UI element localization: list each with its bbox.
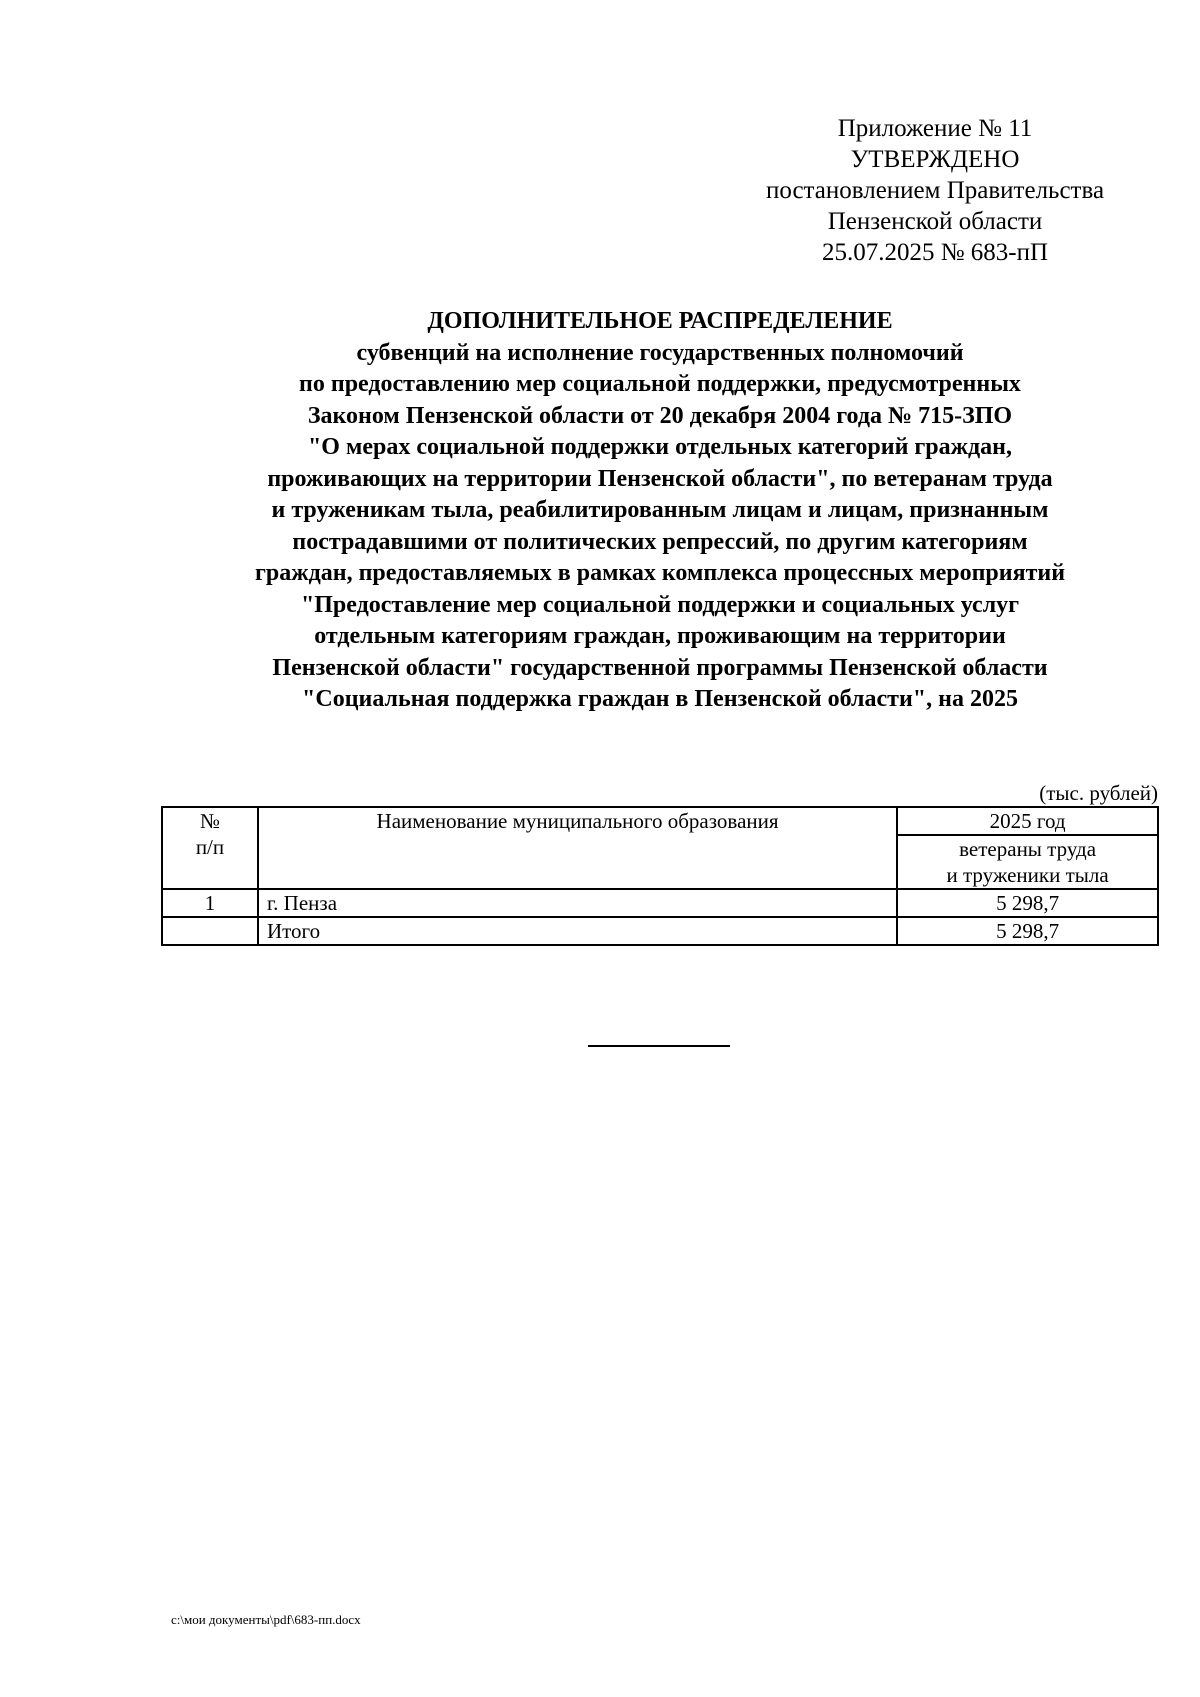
- title-heading: ДОПОЛНИТЕЛЬНОЕ РАСПРЕДЕЛЕНИЕ: [427, 308, 893, 334]
- row-number: [162, 917, 258, 945]
- row-value: 5 298,7: [897, 889, 1158, 917]
- document-title: [150, 306, 1170, 716]
- footer-file-path: c:\мои документы\pdf\683-пп.docx: [171, 1612, 361, 1627]
- title-line: по предоставлению мер социальной поддержки, предусмотренных: [299, 371, 1021, 397]
- table-header-row: [162, 807, 1158, 835]
- approved-label: УТВЕРЖДЕНО: [850, 146, 1020, 173]
- title-line: отдельным категориям граждан, проживающим на территории: [314, 623, 1006, 649]
- header-category-line: и труженики тыла: [946, 863, 1109, 887]
- row-total-value: 5 298,7: [897, 917, 1158, 945]
- header-number-line: п/п: [195, 835, 225, 859]
- separator-line: [588, 1045, 730, 1047]
- distribution-table: [161, 806, 1159, 946]
- units-label: (тыс. рублей): [1039, 781, 1158, 805]
- title-line: пострадавшими от политических репрессий, по другим категориям: [292, 528, 1028, 555]
- header-number: [162, 807, 258, 889]
- approval-authority: постановлением Правительства: [765, 177, 1105, 204]
- header-category-line: ветераны труда: [959, 837, 1097, 861]
- row-municipality: г. Пенза: [258, 889, 897, 917]
- header-number-line: №: [199, 809, 220, 833]
- approval-block: [700, 113, 1170, 268]
- header-category: [897, 835, 1158, 889]
- table-total-row: [162, 917, 1158, 945]
- approval-date-number: 25.07.2025 № 683-пП: [821, 239, 1049, 266]
- row-number: 1: [162, 889, 258, 917]
- row-total-label: Итого: [258, 917, 897, 945]
- title-line: Пензенской области" государственной программы Пензенской области: [272, 654, 1048, 681]
- title-line: граждан, предоставляемых в рамках комплекса процессных мероприятий: [254, 560, 1066, 586]
- approval-region: Пензенской области: [827, 208, 1043, 235]
- title-line: Законом Пензенской области от 20 декабря 2004 года № 715-ЗПО: [307, 402, 1013, 429]
- title-line: субвенций на исполнение государственных полномочий: [356, 339, 964, 366]
- title-line: "О мерах социальной поддержки отдельных категорий граждан,: [307, 434, 1013, 460]
- header-municipality: Наименование муниципального образования: [258, 807, 897, 889]
- title-line: "Социальная поддержка граждан в Пензенской области", на 2025: [302, 686, 1018, 712]
- table-row: [162, 889, 1158, 917]
- header-year: 2025 год: [897, 807, 1158, 835]
- title-line: "Предоставление мер социальной поддержки и социальных услуг: [300, 591, 1020, 618]
- title-line: и труженикам тыла, реабилитированным лицам и лицам, признанным: [271, 497, 1049, 523]
- appendix-number: Приложение № 11: [837, 115, 1033, 142]
- title-line: проживающих на территории Пензенской области", по ветеранам труда: [267, 465, 1053, 492]
